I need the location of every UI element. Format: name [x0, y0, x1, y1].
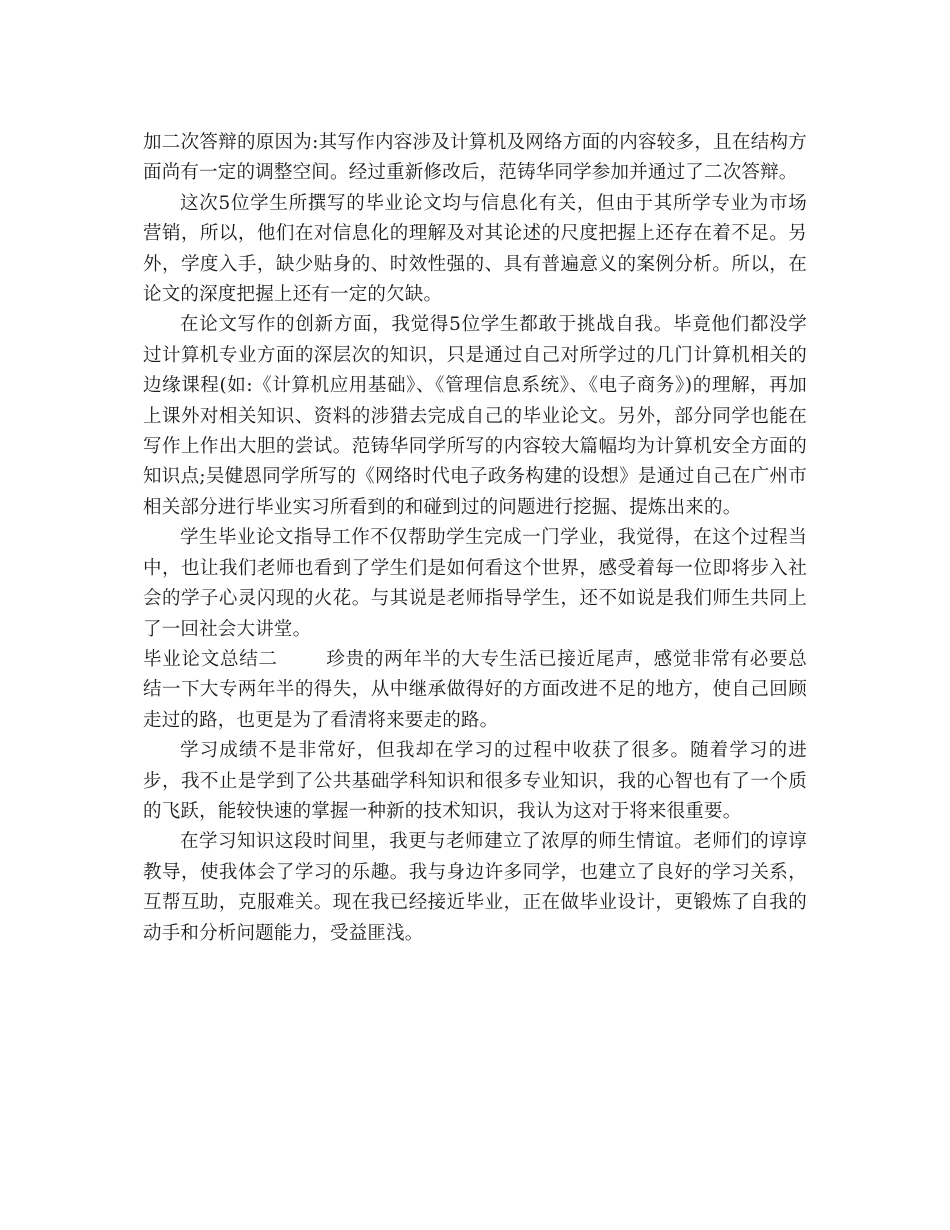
section-heading-line	[143, 645, 807, 736]
paragraph-guidance: 学生毕业论文指导工作不仅帮助学生完成一门学业，我觉得，在这个过程当中，也让我们老师也看到了学生们是如何看这个世界，感受着每一位即将步入社会的学子心灵闪现的火花。与其说是老师指导学生，还不如说是我们师生共同上了一回社会大讲堂。	[143, 527, 807, 640]
section-title: 毕业论文总结二	[143, 648, 278, 670]
paragraph-info-topic: 这次5位学生所撰写的毕业论文均与信息化有关，但由于其所学专业为市场营销，所以，他们在对信息化的理解及对其论述的尺度把握上还存在着不足。另外，学度入手，缺少贴身的、时效性强的、具有普遍意义的案例分析。所以，在论文的深度把握上还有一定的欠缺。	[143, 192, 807, 306]
paragraph-continuation: 加二次答辩的原因为:其写作内容涉及计算机及网络方面的内容较多，且在结构方面尚有一定的调整空间。经过重新修改后，范铸华同学参加并通过了二次答辩。	[143, 132, 807, 184]
document-body	[143, 128, 807, 949]
paragraph-study-results: 学习成绩不是非常好，但我却在学习的过程中收获了很多。随着学习的进步，我不止是学到了公共基础学科知识和很多专业知识，我的心智也有了一个质的飞跃，能较快速的掌握一种新的技术知识，我认为这对于将来很重要。	[143, 740, 807, 822]
paragraph-teacher-relations: 在学习知识这段时间里，我更与老师建立了浓厚的师生情谊。老师们的谆谆教导，使我体会了学习的乐趣。我与身边许多同学，也建立了良好的学习关系，互帮互助，克服难关。现在我已经接近毕业，正在做毕业设计，更锻炼了自我的动手和分析问题能力，受益匪浅。	[143, 831, 807, 944]
section-first-paragraph: 珍贵的两年半的大专生活已接近尾声，感觉非常有必要总结一下大专两年半的得失，从中继承做得好的方面改进不足的地方，使自己回顾走过的路，也更是为了看清将来要走的路。	[143, 648, 807, 731]
paragraph-innovation: 在论文写作的创新方面，我觉得5位学生都敢于挑战自我。毕竟他们都没学过计算机专业方面的深层次的知识，只是通过自己对所学过的几门计算机相关的边缘课程(如:《计算机应用基础》、《管理信息系统》、《电子商务》)的理解，再加上课外对相关知识、资料的涉猎去完成自己的毕业论文。另外，部分同学也能在写作上作出大胆的尝试。范铸华同学所写的内容较大篇幅均为计算机安全方面的知识点;吴健恩同学所写的《网络时代电子政务构建的设想》是通过自己在广州市相关部分进行毕业实习所看到的和碰到过的问题进行挖掘、提炼出来的。	[143, 314, 807, 518]
